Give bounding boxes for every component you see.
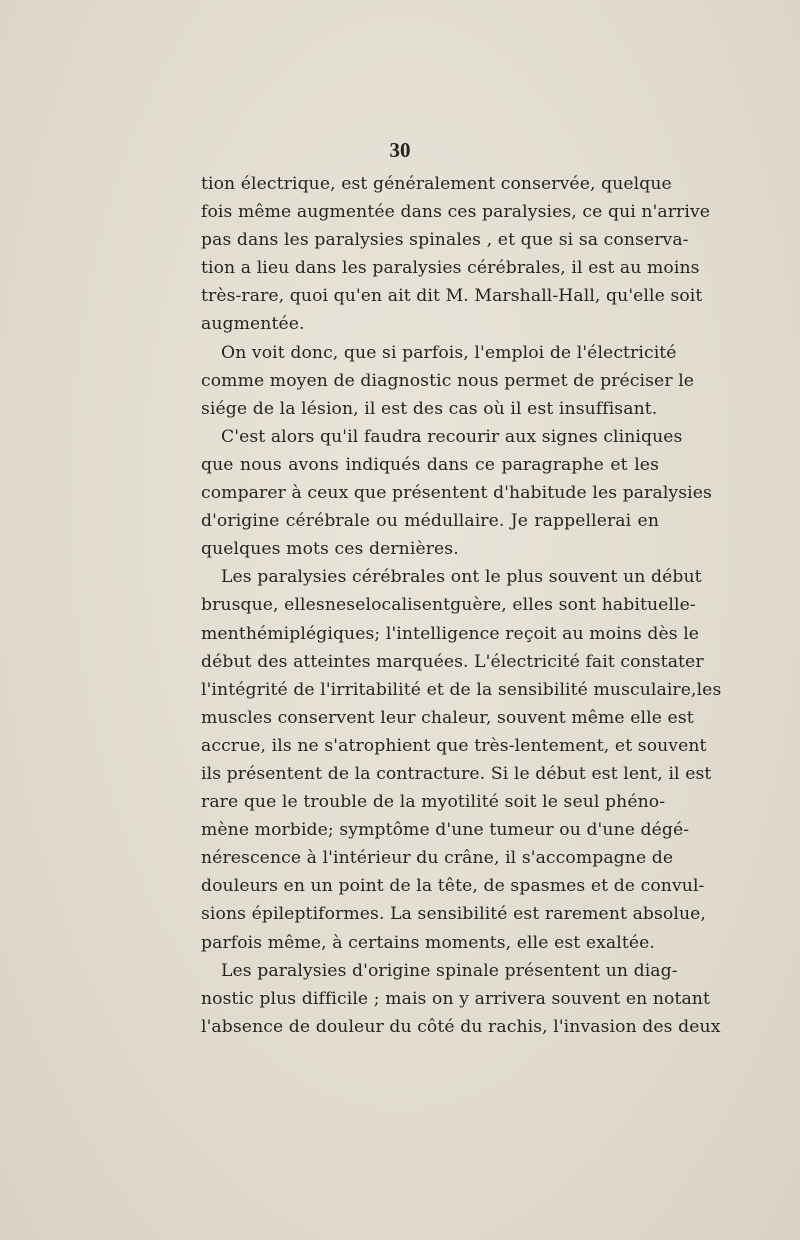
text-line: On voit donc, que si parfois, l'emploi de l'électricité [221,342,677,363]
text-line: rare que le trouble de la myotilité soit le seul phéno- [201,792,666,813]
text-line: mène morbide; symptôme d'une tumeur ou d'une dégé- [201,820,690,841]
text-line: nostic plus difficile ; mais on y arrivera souvent en notant [201,988,710,1009]
text-line: tion a lieu dans les paralysies cérébrales, il est au moins [201,258,700,279]
text-line: douleurs en un point de la tête, de spasmes et de convul- [201,876,705,897]
text-line: début des atteintes marquées. L'électricité fait constater [201,651,704,672]
text-line: muscles conservent leur chaleur, souvent même elle est [201,707,694,728]
page-number: 30 [389,138,411,162]
text-line: augmentée. [201,314,305,335]
text-line: sions épileptiformes. La sensibilité est rarement absolue, [201,904,706,925]
text-line: comme moyen de diagnostic nous permet de préciser le [201,370,695,391]
text-line: accrue, ils ne s'atrophient que très-lentement, et souvent [201,735,707,756]
body-text [201,170,722,1041]
text-line: l'absence de douleur du côté du rachis, l'invasion des deux [201,1016,721,1037]
text-line: d'origine cérébrale ou médullaire. Je rappellerai en [201,511,659,532]
text-line: fois même augmentée dans ces paralysies, ce qui n'arrive [201,202,711,223]
text-line: quelques mots ces dernières. [201,539,459,560]
text-line: nérescence à l'intérieur du crâne, il s'accompagne de [201,848,674,869]
text-line: l'intégrité de l'irritabilité et de la sensibilité musculaire,les [201,679,722,700]
text-line: Les paralysies cérébrales ont le plus souvent un début [221,567,702,588]
text-line: C'est alors qu'il faudra recourir aux signes cliniques [221,426,683,447]
text-line: très-rare, quoi qu'en ait dit M. Marshall-Hall, qu'elle soit [201,286,703,307]
text-line: tion électrique, est généralement conservée, quelque [201,174,672,194]
text-line: brusque, ellesneselocalisentguère, elles sont habituelle- [201,595,696,616]
text-line: ils présentent de la contracture. Si le début est lent, il est [201,763,712,784]
text-line: Les paralysies d'origine spinale présentent un diag- [221,960,678,981]
text-line: siége de la lésion, il est des cas où il est insuffisant. [201,398,658,419]
text-line: menthémiplégiques; l'intelligence reçoit au moins dès le [201,623,700,644]
text-line: que nous avons indiqués dans ce paragraphe et les [201,454,659,475]
text-line: pas dans les paralysies spinales , et que si sa conserva- [201,230,689,251]
text-line: comparer à ceux que présentent d'habitude les paralysies [201,483,712,504]
text-line: parfois même, à certains moments, elle est exaltée. [201,932,655,953]
